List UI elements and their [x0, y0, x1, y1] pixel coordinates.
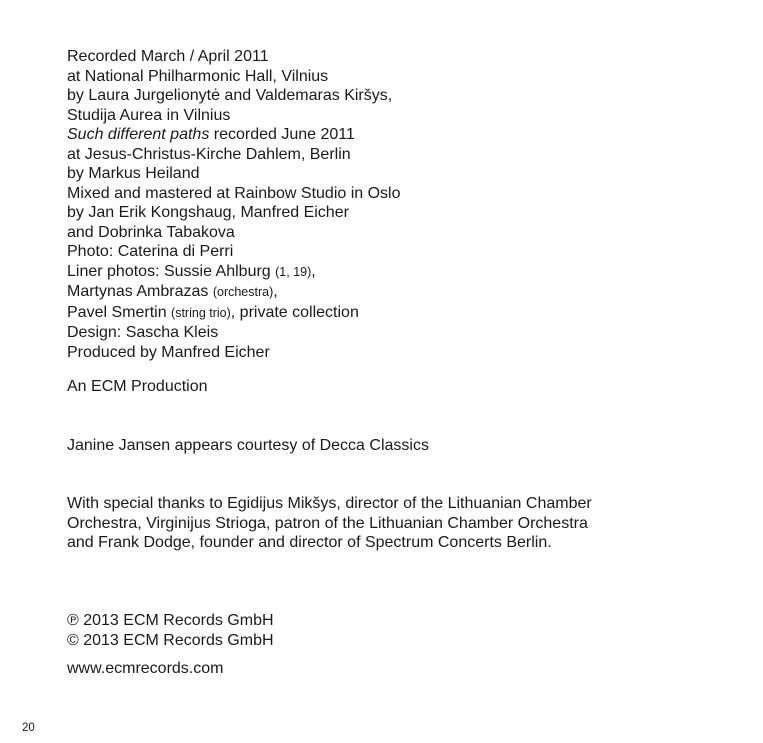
credit-note: (orchestra): [212, 285, 274, 299]
credit-line: and Dobrinka Tabakova: [67, 223, 235, 241]
credit-text: ,: [273, 283, 278, 300]
phonogram-copyright: ℗ 2013 ECM Records GmbH: [67, 612, 274, 629]
credit-text: recorded June 2011: [209, 126, 355, 143]
credit-note: (string trio): [171, 305, 231, 320]
credit-text: , private collection: [230, 303, 359, 321]
credit-line: Photo: Caterina di Perri: [67, 243, 234, 260]
credit-line: Mixed and mastered at Rainbow Studio in Oslo: [67, 184, 401, 202]
thanks-line: and Frank Dodge, founder and director of Spectrum Concerts Berlin.: [67, 534, 552, 551]
credit-line: [67, 303, 727, 324]
thanks-line: With special thanks to Egidijus Mikšys, director of the Lithuanian Chamber: [67, 495, 592, 512]
credit-line: by Jan Erik Kongshaug, Manfred Eicher: [67, 204, 349, 221]
copyright-block: [67, 611, 274, 650]
credit-line: [67, 282, 727, 303]
credit-line: Studija Aurea in Vilnius: [67, 106, 231, 124]
credit-line: [67, 125, 727, 145]
work-title: Such different paths: [67, 126, 210, 143]
credit-note: (1, 19): [275, 264, 312, 279]
credit-text: Pavel Smertin: [67, 303, 172, 321]
courtesy-note: Janine Jansen appears courtesy of Decca Classics: [67, 437, 429, 454]
credit-text: Martynas Ambrazas: [67, 283, 213, 300]
production-note: An ECM Production: [67, 378, 208, 395]
page-number: 20: [22, 722, 35, 734]
acknowledgements: [67, 494, 592, 553]
credit-line: Recorded March / April 2011: [67, 48, 269, 65]
credit-line: at Jesus-Christus-Kirche Dahlem, Berlin: [67, 145, 351, 163]
credit-text: ,: [311, 262, 316, 280]
credit-line: Design: Sascha Kleis: [67, 324, 219, 341]
recording-credits: [67, 47, 727, 362]
credit-text: Liner photos: Sussie Ahlburg: [67, 262, 276, 280]
copyright-notice: © 2013 ECM Records GmbH: [67, 631, 274, 649]
credit-line: by Markus Heiland: [67, 165, 200, 182]
website-url: www.ecmrecords.com: [67, 660, 224, 677]
thanks-line: Orchestra, Virginijus Strioga, patron of the Lithuanian Chamber Orchestra: [67, 514, 588, 532]
credit-line: Produced by Manfred Eicher: [67, 343, 270, 361]
credit-line: at National Philharmonic Hall, Vilnius: [67, 67, 329, 85]
credit-line: by Laura Jurgelionytė and Valdemaras Kiršys,: [67, 87, 393, 104]
credit-line: [67, 262, 727, 283]
